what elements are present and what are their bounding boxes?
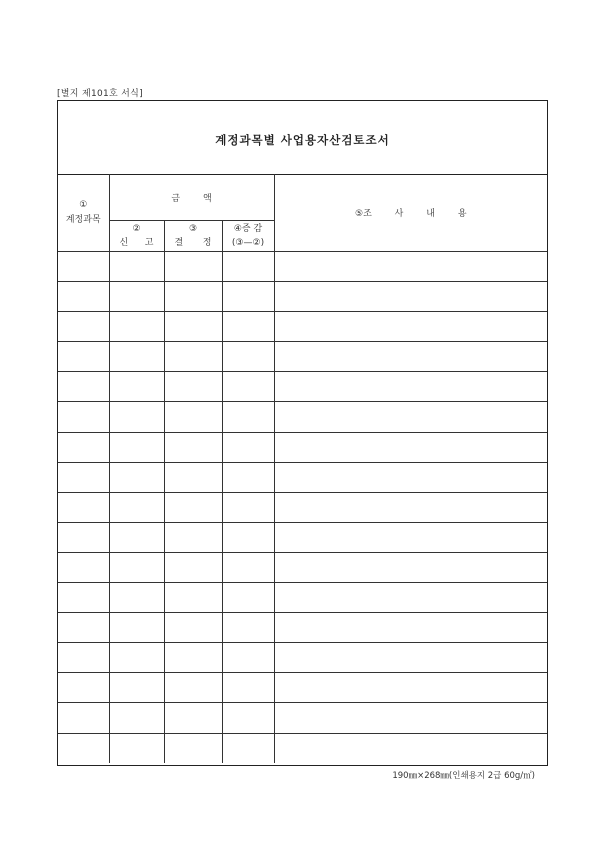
change-cell[interactable]	[222, 342, 274, 372]
reported-cell[interactable]	[109, 282, 164, 312]
header-decided-cell	[164, 221, 222, 252]
account-cell[interactable]	[58, 492, 109, 522]
change-cell[interactable]	[222, 703, 274, 733]
account-cell[interactable]	[58, 643, 109, 673]
investigation-cell[interactable]	[274, 402, 547, 432]
table-row	[58, 673, 547, 703]
form-sheet	[57, 100, 548, 766]
table-row	[58, 462, 547, 492]
reported-cell[interactable]	[109, 613, 164, 643]
account-cell[interactable]	[58, 402, 109, 432]
table-row	[58, 282, 547, 312]
change-cell[interactable]	[222, 552, 274, 582]
table-row	[58, 432, 547, 462]
table-row	[58, 312, 547, 342]
decided-cell[interactable]	[164, 312, 222, 342]
change-cell[interactable]	[222, 462, 274, 492]
change-cell[interactable]	[222, 643, 274, 673]
decided-cell[interactable]	[164, 733, 222, 763]
decided-cell[interactable]	[164, 492, 222, 522]
investigation-cell[interactable]	[274, 522, 547, 552]
table-row	[58, 703, 547, 733]
change-cell[interactable]	[222, 252, 274, 282]
investigation-cell[interactable]	[274, 613, 547, 643]
account-cell[interactable]	[58, 462, 109, 492]
decided-cell[interactable]	[164, 402, 222, 432]
investigation-cell[interactable]	[274, 342, 547, 372]
investigation-cell[interactable]	[274, 703, 547, 733]
paper-spec-footer: 190㎜×268㎜(인쇄용지 2급 60g/㎡)	[392, 771, 535, 781]
reported-cell[interactable]	[109, 492, 164, 522]
table-row	[58, 522, 547, 552]
table-row	[58, 492, 547, 522]
header-decided-char-2: 정	[202, 237, 212, 248]
investigation-cell[interactable]	[274, 372, 547, 402]
table-row	[58, 643, 547, 673]
header-reported-cell	[109, 221, 164, 252]
decided-cell[interactable]	[164, 583, 222, 613]
table-row	[58, 402, 547, 432]
change-cell[interactable]	[222, 312, 274, 342]
decided-cell[interactable]	[164, 282, 222, 312]
header-account-label: 계정과목	[65, 214, 101, 225]
decided-cell[interactable]	[164, 432, 222, 462]
reported-cell[interactable]	[109, 342, 164, 372]
table-row	[58, 583, 547, 613]
reported-cell[interactable]	[109, 252, 164, 282]
account-cell[interactable]	[58, 252, 109, 282]
table-row	[58, 252, 547, 282]
form-title: 계정과목별 사업용자산검토조서	[215, 132, 390, 147]
reported-cell[interactable]	[109, 432, 164, 462]
decided-cell[interactable]	[164, 252, 222, 282]
investigation-cell[interactable]	[274, 552, 547, 582]
reported-cell[interactable]	[109, 462, 164, 492]
account-cell[interactable]	[58, 613, 109, 643]
decided-cell[interactable]	[164, 613, 222, 643]
investigation-cell[interactable]	[274, 282, 547, 312]
reported-cell[interactable]	[109, 643, 164, 673]
account-cell[interactable]	[58, 703, 109, 733]
investigation-cell[interactable]	[274, 583, 547, 613]
assessment-table	[58, 174, 547, 763]
investigation-cell[interactable]	[274, 492, 547, 522]
table-row	[58, 342, 547, 372]
decided-cell[interactable]	[164, 673, 222, 703]
account-cell[interactable]	[58, 342, 109, 372]
investigation-cell[interactable]	[274, 733, 547, 763]
header-amount	[109, 174, 274, 221]
investigation-cell[interactable]	[274, 673, 547, 703]
header-investigation-cell	[274, 174, 547, 252]
header-decided-number: ③	[188, 223, 198, 234]
account-cell[interactable]	[58, 583, 109, 613]
change-cell[interactable]	[222, 372, 274, 402]
change-cell[interactable]	[222, 402, 274, 432]
table-row	[58, 613, 547, 643]
change-cell[interactable]	[222, 522, 274, 552]
reported-cell[interactable]	[109, 312, 164, 342]
header-reported-char-1: 신	[119, 237, 129, 248]
header-decided-char-1: 결	[174, 237, 184, 248]
decided-cell[interactable]	[164, 342, 222, 372]
decided-cell[interactable]	[164, 703, 222, 733]
title-box	[58, 101, 547, 175]
account-cell[interactable]	[58, 282, 109, 312]
table-row	[58, 733, 547, 763]
account-cell[interactable]	[58, 733, 109, 763]
header-change-formula: (③—②)	[231, 238, 265, 248]
change-cell[interactable]	[222, 583, 274, 613]
reported-cell[interactable]	[109, 703, 164, 733]
reported-cell[interactable]	[109, 552, 164, 582]
header-change-label: ④증 감	[233, 224, 263, 234]
change-cell[interactable]	[222, 492, 274, 522]
change-cell[interactable]	[222, 282, 274, 312]
reported-cell[interactable]	[109, 402, 164, 432]
investigation-cell[interactable]	[274, 432, 547, 462]
account-cell[interactable]	[58, 432, 109, 462]
header-amount-label: 금 액	[171, 193, 212, 204]
header-reported-number: ②	[132, 223, 141, 234]
header-account-cell	[58, 174, 109, 252]
decided-cell[interactable]	[164, 643, 222, 673]
investigation-cell[interactable]	[274, 252, 547, 282]
decided-cell[interactable]	[164, 372, 222, 402]
change-cell[interactable]	[222, 673, 274, 703]
account-cell[interactable]	[58, 552, 109, 582]
header-account-number: ①	[79, 199, 88, 210]
account-cell[interactable]	[58, 673, 109, 703]
account-cell[interactable]	[58, 312, 109, 342]
change-cell[interactable]	[222, 613, 274, 643]
decided-cell[interactable]	[164, 552, 222, 582]
account-cell[interactable]	[58, 372, 109, 402]
account-cell[interactable]	[58, 522, 109, 552]
investigation-cell[interactable]	[274, 462, 547, 492]
table-row	[58, 372, 547, 402]
reported-cell[interactable]	[109, 733, 164, 763]
decided-cell[interactable]	[164, 462, 222, 492]
change-cell[interactable]	[222, 432, 274, 462]
header-change-cell	[222, 221, 274, 252]
reported-cell[interactable]	[109, 372, 164, 402]
reported-cell[interactable]	[109, 583, 164, 613]
reported-cell[interactable]	[109, 673, 164, 703]
decided-cell[interactable]	[164, 522, 222, 552]
form-label: [별지 제101호 서식]	[57, 89, 143, 99]
header-reported-char-2: 고	[144, 237, 154, 248]
header-investigation-label: ⑤조 사 내 용	[355, 209, 467, 219]
investigation-cell[interactable]	[274, 312, 547, 342]
investigation-cell[interactable]	[274, 643, 547, 673]
table-row	[58, 552, 547, 582]
reported-cell[interactable]	[109, 522, 164, 552]
change-cell[interactable]	[222, 733, 274, 763]
